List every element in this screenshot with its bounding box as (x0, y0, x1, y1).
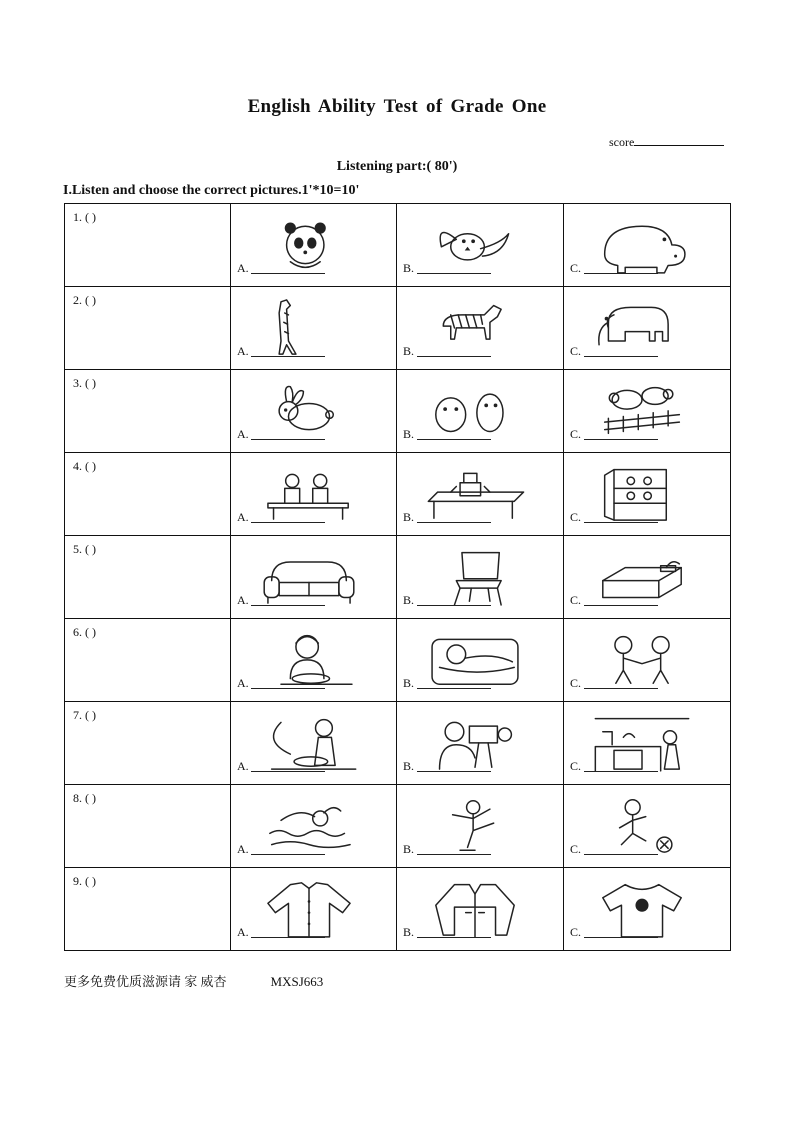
option-letter: B. (403, 925, 415, 939)
option-letter: A. (237, 759, 249, 773)
option-cell[interactable] (564, 453, 731, 536)
kitchen-icon (586, 708, 698, 776)
question-row (65, 287, 731, 370)
zebra-icon (419, 293, 531, 361)
question-number: 1. ( ) (73, 210, 96, 224)
option-underline (584, 439, 658, 440)
jacket-icon (419, 874, 531, 942)
option-letter: C. (570, 510, 582, 524)
option-letter: C. (570, 344, 582, 358)
option-underline (251, 854, 325, 855)
girl-eating-icon (253, 625, 365, 693)
option-cell[interactable] (397, 785, 564, 868)
option-letter: A. (237, 925, 249, 939)
question-row (65, 370, 731, 453)
option-underline (584, 937, 658, 938)
score-label: score (609, 135, 635, 149)
option-letter: A. (237, 261, 249, 275)
question-row (65, 785, 731, 868)
option-letter: B. (403, 261, 415, 275)
option-underline (251, 937, 325, 938)
option-letter: B. (403, 344, 415, 358)
question-number: 4. ( ) (73, 459, 96, 473)
question-row (65, 536, 731, 619)
option-underline (251, 688, 325, 689)
option-cell[interactable] (564, 287, 731, 370)
sheep-fence-icon (586, 376, 698, 444)
option-cell[interactable] (397, 868, 564, 951)
option-letter: B. (403, 510, 415, 524)
questions-table (64, 203, 731, 951)
footer-text: 更多免费优质滋源请 家 威杏 (64, 974, 227, 989)
option-underline (251, 273, 325, 274)
option-underline (584, 605, 658, 606)
option-letter: C. (570, 759, 582, 773)
hippo-icon (586, 210, 698, 278)
shirt-icon (253, 874, 365, 942)
option-underline (417, 522, 491, 523)
option-cell[interactable] (397, 453, 564, 536)
option-underline (417, 605, 491, 606)
skating-icon (419, 791, 531, 859)
option-underline (417, 439, 491, 440)
option-letter: B. (403, 759, 415, 773)
option-cell[interactable] (564, 702, 731, 785)
question-number-cell[interactable] (65, 287, 231, 370)
option-cell[interactable] (564, 785, 731, 868)
question-number-cell[interactable] (65, 370, 231, 453)
bird-icon (419, 210, 531, 278)
option-letter: A. (237, 842, 249, 856)
option-cell[interactable] (564, 370, 731, 453)
option-underline (417, 688, 491, 689)
option-underline (417, 771, 491, 772)
option-letter: A. (237, 427, 249, 441)
option-letter: A. (237, 510, 249, 524)
bed-icon (586, 542, 698, 610)
option-underline (251, 439, 325, 440)
option-cell[interactable] (231, 868, 397, 951)
rabbit-icon (253, 376, 365, 444)
option-letter: C. (570, 842, 582, 856)
question-number-cell[interactable] (65, 453, 231, 536)
option-cell[interactable] (397, 702, 564, 785)
score-field (609, 134, 724, 150)
option-underline (584, 854, 658, 855)
option-cell[interactable] (564, 868, 731, 951)
option-underline (417, 854, 491, 855)
option-letter: C. (570, 925, 582, 939)
question-number-cell[interactable] (65, 536, 231, 619)
option-letter: A. (237, 344, 249, 358)
question-number-cell[interactable] (65, 868, 231, 951)
option-letter: B. (403, 842, 415, 856)
score-blank[interactable] (634, 134, 724, 146)
option-letter: C. (570, 593, 582, 607)
chair-icon (419, 542, 531, 610)
option-underline (584, 771, 658, 772)
sofa-icon (253, 542, 365, 610)
option-cell[interactable] (564, 204, 731, 287)
hamsters-icon (419, 376, 531, 444)
part-heading: Listening part:( 80') (336, 159, 458, 174)
question-number-cell[interactable] (65, 702, 231, 785)
question-row (65, 868, 731, 951)
children-playing-icon (586, 625, 698, 693)
question-number: 7. ( ) (73, 708, 96, 722)
question-number: 8. ( ) (73, 791, 96, 805)
toys-on-shelf-icon (253, 459, 365, 527)
option-underline (251, 522, 325, 523)
question-number: 2. ( ) (73, 293, 96, 307)
section-heading: I.Listen and choose the correct pictures.1'*10=10' (63, 183, 360, 198)
option-cell[interactable] (397, 287, 564, 370)
option-cell[interactable] (231, 536, 397, 619)
option-underline (584, 522, 658, 523)
option-underline (251, 605, 325, 606)
option-cell[interactable] (231, 702, 397, 785)
footer-code: MXSJ663 (270, 974, 324, 989)
option-underline (584, 356, 658, 357)
option-letter: A. (237, 593, 249, 607)
option-underline (417, 356, 491, 357)
question-row (65, 453, 731, 536)
option-cell[interactable] (397, 204, 564, 287)
panda-icon (253, 210, 365, 278)
option-cell[interactable] (231, 370, 397, 453)
option-letter: A. (237, 676, 249, 690)
option-letter: B. (403, 427, 415, 441)
question-number: 3. ( ) (73, 376, 96, 390)
option-cell[interactable] (231, 785, 397, 868)
question-number-cell[interactable] (65, 619, 231, 702)
option-underline (417, 937, 491, 938)
option-cell[interactable] (397, 370, 564, 453)
giraffe-icon (253, 293, 365, 361)
option-underline (584, 273, 658, 274)
page-title: English Ability Test of Grade One (247, 96, 547, 117)
option-cell[interactable] (397, 536, 564, 619)
option-cell[interactable] (231, 287, 397, 370)
elephant-icon (586, 293, 698, 361)
footer (64, 971, 323, 990)
football-icon (586, 791, 698, 859)
option-underline (251, 356, 325, 357)
option-cell[interactable] (231, 453, 397, 536)
question-number: 6. ( ) (73, 625, 96, 639)
question-number: 5. ( ) (73, 542, 96, 556)
question-row (65, 619, 731, 702)
option-letter: C. (570, 261, 582, 275)
option-cell[interactable] (564, 619, 731, 702)
option-letter: C. (570, 427, 582, 441)
tshirt-icon (586, 874, 698, 942)
option-letter: C. (570, 676, 582, 690)
option-letter: B. (403, 593, 415, 607)
swimming-icon (253, 791, 365, 859)
option-cell[interactable] (564, 536, 731, 619)
option-underline (417, 273, 491, 274)
question-number-cell[interactable] (65, 204, 231, 287)
option-cell[interactable] (397, 619, 564, 702)
option-underline (251, 771, 325, 772)
option-underline (584, 688, 658, 689)
option-cell[interactable] (231, 204, 397, 287)
question-number-cell[interactable] (65, 785, 231, 868)
option-cell[interactable] (231, 619, 397, 702)
question-row (65, 204, 731, 287)
option-letter: B. (403, 676, 415, 690)
question-row (65, 702, 731, 785)
question-number: 9. ( ) (73, 874, 96, 888)
mother-cooking-icon (253, 708, 365, 776)
toy-cabinet-icon (586, 459, 698, 527)
robot-on-desk-icon (419, 459, 531, 527)
child-sleeping-icon (419, 625, 531, 693)
man-filming-icon (419, 708, 531, 776)
